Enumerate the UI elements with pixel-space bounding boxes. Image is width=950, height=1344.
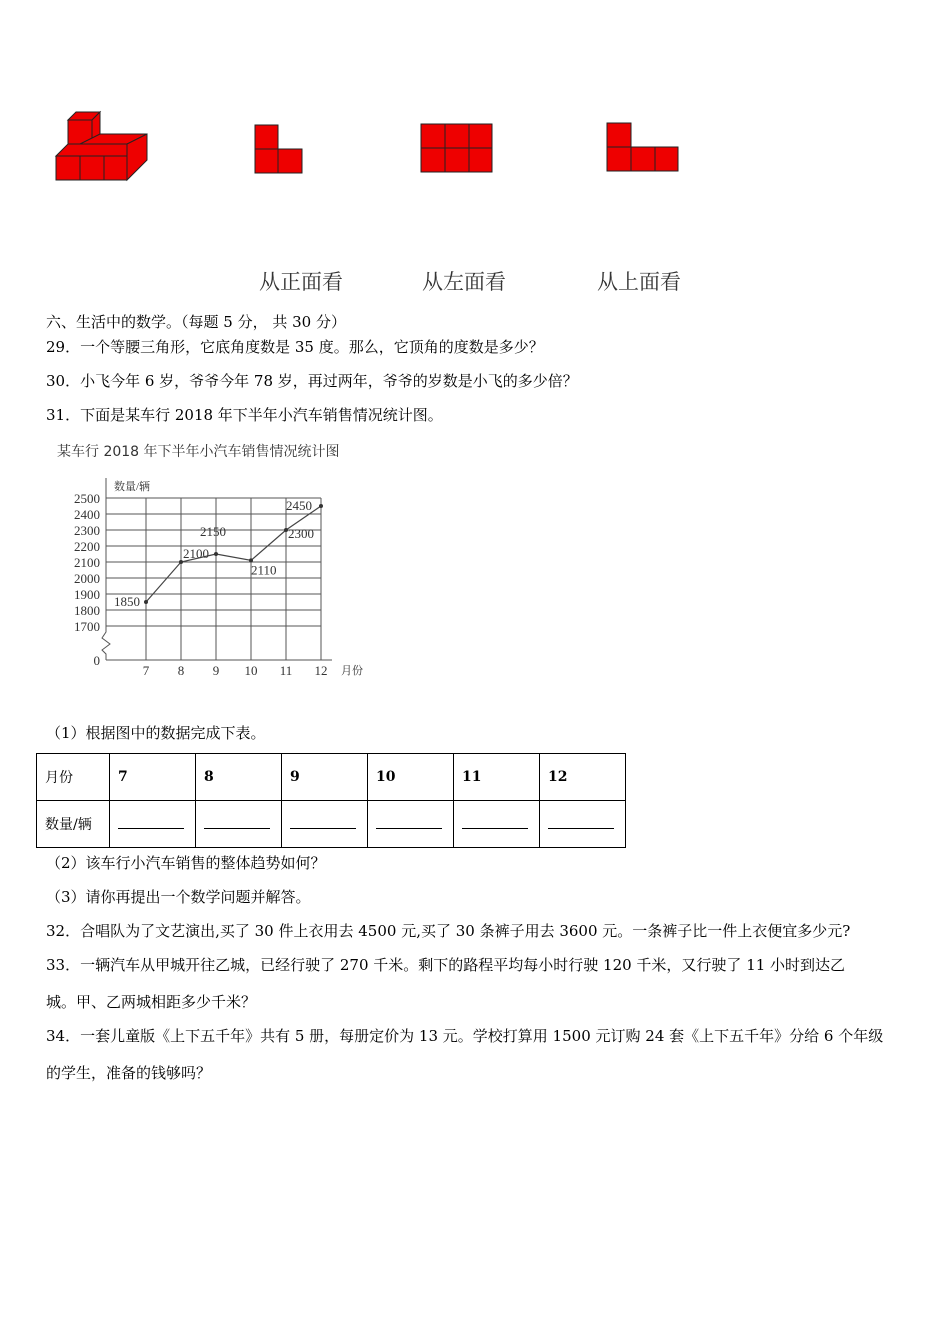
question-30: 30．小飞今年 6 岁，爷爷今年 78 岁，再过两年，爷爷的岁数是小飞的多少倍？ [46, 372, 578, 390]
month-cell: 12 [540, 754, 626, 801]
y-tick-label: 2400 [74, 507, 100, 522]
question-31-2: （2）该车行小汽车销售的整体趋势如何？ [46, 854, 326, 872]
x-axis-label: 月份 [341, 665, 363, 677]
answer-blank[interactable] [454, 801, 540, 848]
question-34-line2: 的学生，准备的钱够吗？ [46, 1064, 212, 1082]
y-tick-label: 1900 [74, 587, 100, 602]
data-point [144, 600, 148, 604]
table-row [37, 754, 626, 801]
y-tick-label: 1800 [74, 603, 100, 618]
data-label: 2450 [286, 498, 312, 513]
month-cell: 9 [282, 754, 368, 801]
axis-break [102, 626, 110, 660]
month-cell: 10 [368, 754, 454, 801]
question-34-line1: 34．一套儿童版《上下五千年》共有 5 册，每册定价为 13 元。学校打算用 1500 元订购 24 套《上下五千年》分给 6 个年级 [46, 1027, 884, 1045]
x-tick-label: 8 [177, 663, 185, 678]
data-label: 1850 [114, 594, 140, 609]
x-tick-label: 7 [142, 663, 150, 678]
data-label: 2100 [183, 546, 209, 561]
data-label: 2110 [251, 562, 277, 578]
y-tick-label: 2500 [74, 491, 100, 506]
chart-title: 某车行 2018 年下半年小汽车销售情况统计图 [57, 444, 340, 460]
month-cell: 11 [454, 754, 540, 801]
data-point [319, 504, 323, 508]
top-view-label: 从上面看 [597, 270, 681, 294]
x-tick-label: 10 [244, 663, 258, 678]
data-label: 2300 [288, 526, 314, 541]
question-31-1: （1）根据图中的数据完成下表。 [46, 724, 266, 742]
x-tick-label: 11 [279, 663, 293, 678]
y-tick-label: 2200 [74, 539, 100, 554]
y-tick-label: 1700 [74, 619, 100, 634]
y-tick-label: 0 [93, 653, 100, 668]
month-cell: 7 [110, 754, 196, 801]
y-tick-label: 2300 [74, 523, 100, 538]
x-tick-label: 9 [212, 663, 220, 678]
y-tick-label: 2000 [74, 571, 100, 586]
question-31: 31．下面是某车行 2018 年下半年小汽车销售情况统计图。 [46, 406, 443, 424]
row-header-month: 月份 [37, 754, 110, 801]
question-32: 32．合唱队为了文艺演出,买了 30 件上衣用去 4500 元,买了 30 条裤子用去 3600 元。一条裤子比一件上衣便宜多少元? [46, 922, 851, 940]
x-tick-label: 12 [314, 663, 328, 678]
table-row [37, 801, 626, 848]
y-axis-label: 数量/辆 [114, 481, 151, 493]
series-line [146, 506, 321, 602]
answer-table [36, 753, 626, 848]
question-33-line1: 33．一辆汽车从甲城开往乙城，已经行驶了 270 千米。剩下的路程平均每小时行驶 120 千米，又行驶了 11 小时到达乙 [46, 956, 846, 974]
answer-blank[interactable] [110, 801, 196, 848]
question-31-3: （3）请你再提出一个数学问题并解答。 [46, 888, 311, 906]
row-header-quantity: 数量/辆 [37, 801, 110, 848]
month-cell: 8 [196, 754, 282, 801]
y-tick-label: 2100 [74, 555, 100, 570]
data-point [214, 552, 218, 556]
section-heading: 六、生活中的数学。（每题 5 分， 共 30 分） [46, 313, 346, 331]
question-33-line2: 城。甲、乙两城相距多少千米？ [46, 993, 257, 1011]
answer-blank[interactable] [196, 801, 282, 848]
data-label: 2150 [200, 524, 226, 539]
question-29: 29．一个等腰三角形，它底角度数是 35 度。那么，它顶角的度数是多少？ [46, 338, 544, 356]
answer-blank[interactable] [282, 801, 368, 848]
answer-blank[interactable] [368, 801, 454, 848]
left-view-label: 从左面看 [422, 270, 506, 294]
front-view-label: 从正面看 [259, 270, 343, 294]
answer-blank[interactable] [540, 801, 626, 848]
